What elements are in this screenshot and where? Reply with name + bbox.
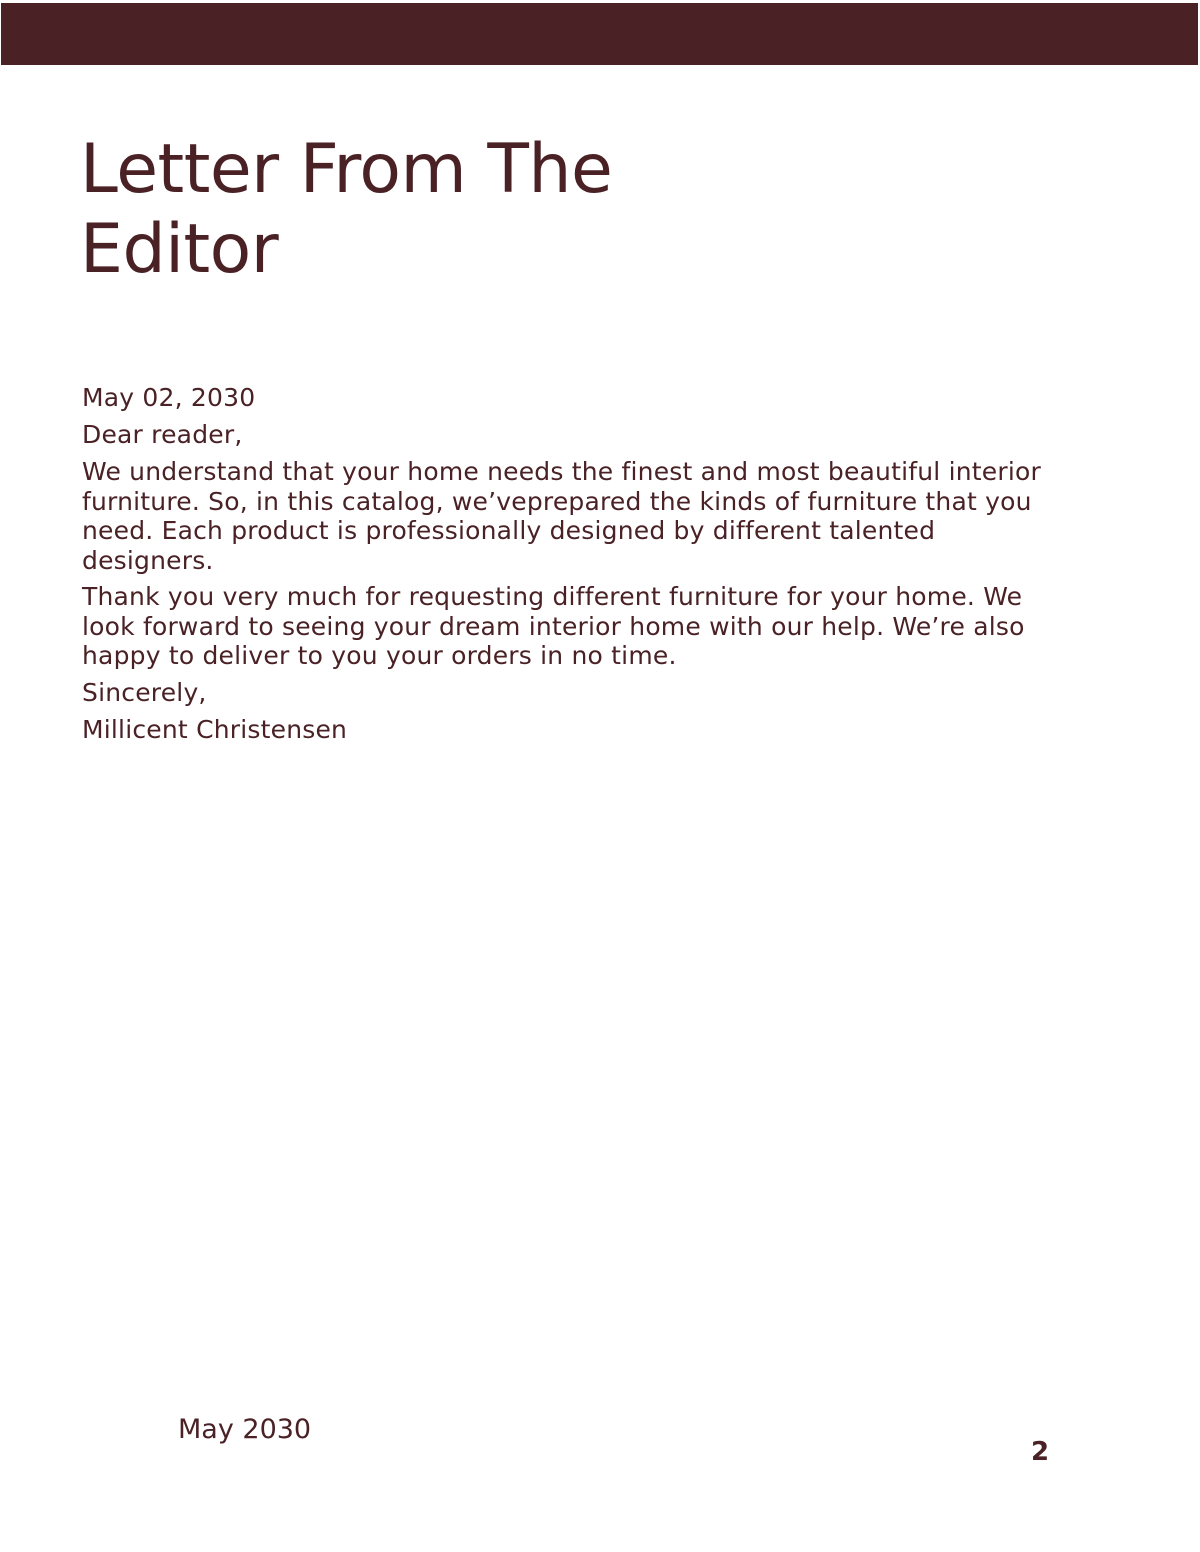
page-title-line-2: Editor [80, 210, 279, 289]
page-number: 2 [1030, 1437, 1050, 1467]
page-title [80, 130, 720, 290]
letter-body [82, 383, 1042, 752]
letter-closing: Sincerely, [82, 677, 207, 707]
letter-paragraph-2: Thank you very much for requesting different furniture for your home. We look forward to seeing your dream interior home with our help. We’re also happy to deliver to you your orders in no time. [82, 582, 1025, 670]
letter-signature: Millicent Christensen [82, 714, 348, 744]
footer-issue-date: May 2030 [178, 1414, 312, 1445]
letter-paragraph-1: We understand that your home needs the finest and most beautiful interior furniture. So, in this catalog, we’veprepared the kinds of furniture that you need. Each product is professionally designed by different talented designers. [82, 457, 1041, 575]
page-title-line-1: Letter From The [80, 130, 613, 209]
letter-salutation: Dear reader, [82, 420, 243, 449]
letter-date: May 02, 2030 [82, 383, 256, 412]
header-bar [1, 3, 1198, 65]
